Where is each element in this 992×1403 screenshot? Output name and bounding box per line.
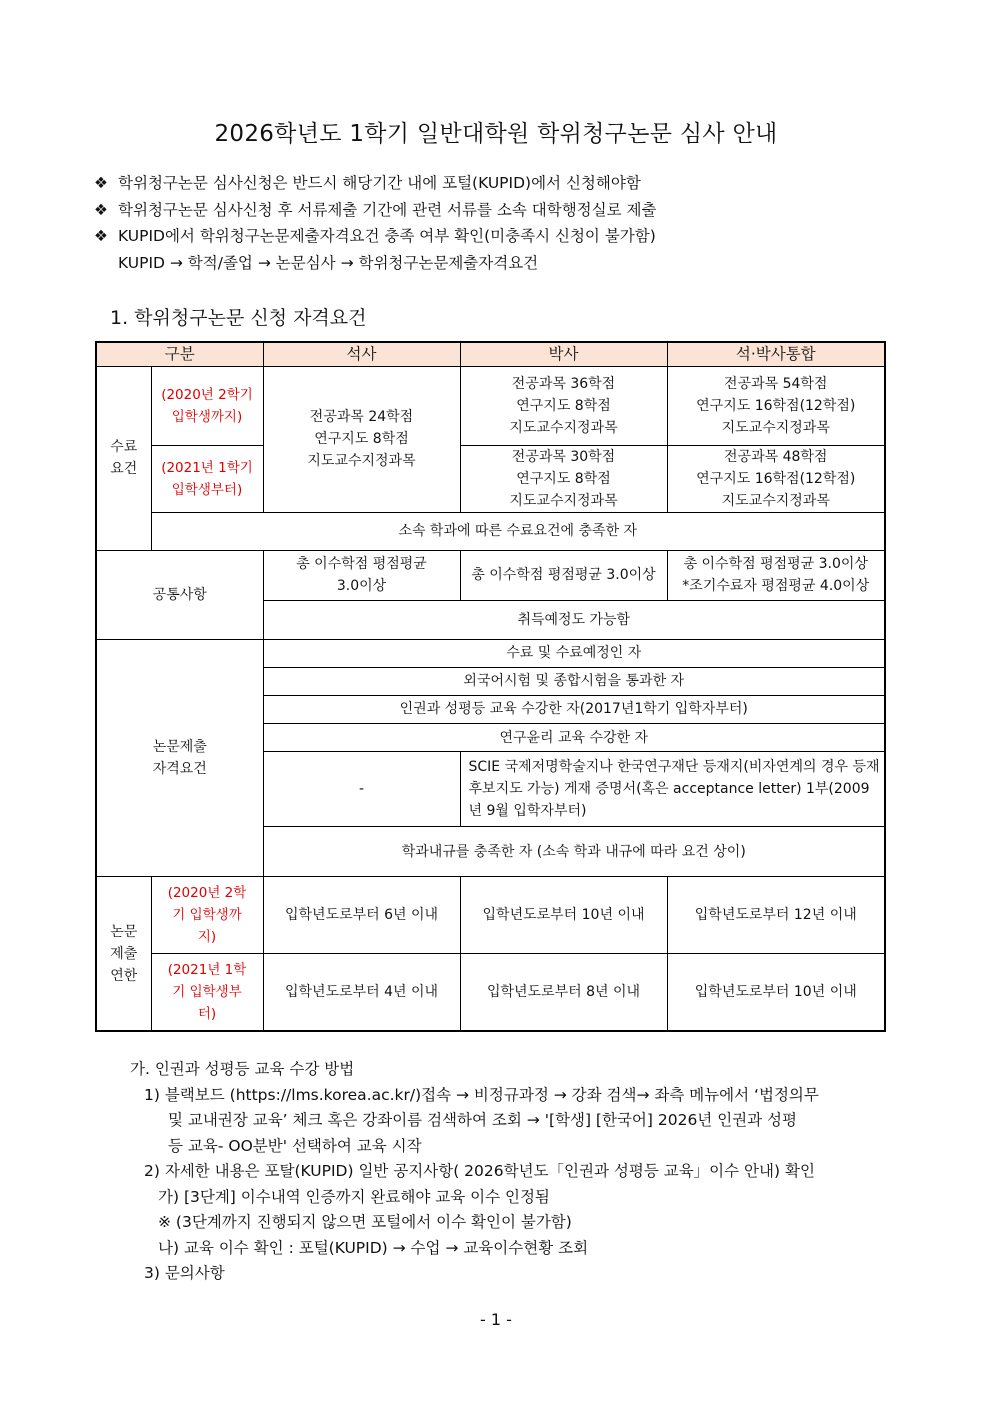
notice-item — [94, 170, 656, 197]
instruction-line: 3) 문의사항 — [144, 1264, 225, 1282]
integrated-completion-a: 전공과목 54학점 연구지도 16학점(12학점) 지도교수지정과목 — [667, 366, 885, 445]
deadline-master-a: 입학년도로부터 6년 이내 — [263, 877, 460, 954]
sci-requirement: SCIE 국제저명학술지나 한국연구재단 등재지(비자연계의 경우 등재후보지도 가능) 게재 증명서(혹은 acceptance letter) 1부(2009년 9월 입학자부터) — [460, 752, 885, 827]
phd-completion-b: 전공과목 30학점 연구지도 8학점 지도교수지정과목 — [460, 445, 667, 512]
instruction-line: 가) [3단계] 이수내역 인증까지 완료해야 교육 이수 인정됨 — [158, 1187, 550, 1206]
header-master: 석사 — [263, 342, 460, 366]
page-title: 2026학년도 1학기 일반대학원 학위청구논문 심사 안내 — [214, 121, 778, 147]
common-integrated: 총 이수학점 평점평균 3.0이상 *조기수료자 평점평균 4.0이상 — [667, 550, 885, 600]
common-label: 공통사항 — [96, 550, 263, 639]
notice-item — [94, 197, 656, 224]
notice-item — [94, 223, 656, 250]
header-category: 구분 — [96, 342, 263, 366]
instruction-heading: 가. 인권과 성평등 교육 수강 방법 — [130, 1060, 355, 1078]
requirements-table — [95, 341, 886, 1032]
common-master: 총 이수학점 평점평균 3.0이상 — [263, 550, 460, 600]
phd-completion-a: 전공과목 36학점 연구지도 8학점 지도교수지정과목 — [460, 366, 667, 445]
thesis-item: 외국어시험 및 종합시험을 통과한 자 — [263, 667, 885, 695]
diamond-bullet-icon: ❖ — [94, 174, 108, 192]
deadline-cohort-2020: (2020년 2학기 입학생까지) — [151, 877, 263, 954]
thesis-item: 인권과 성평등 교육 수강한 자(2017년1학기 입학자부터) — [263, 695, 885, 723]
common-expected: 취득예정도 가능함 — [263, 600, 885, 639]
instruction-line: 및 교내권장 교육’ 체크 혹은 강좌이름 검색하여 조회 → '[학생] [한국어] 2026년 인권과 성평 — [168, 1111, 797, 1129]
instruction-line: 1) 블랙보드 (https://lms.korea.ac.kr/)접속 → 비정규과정 → 강좌 검색→ 좌측 메뉴에서 ‘법정의무 — [144, 1085, 819, 1104]
instructions — [130, 1057, 819, 1287]
table-row — [96, 550, 885, 600]
completion-label: 수료 요건 — [96, 366, 151, 550]
table-row — [96, 877, 885, 954]
page-number: - 1 - — [480, 1310, 512, 1329]
thesis-item: 연구윤리 교육 수강한 자 — [263, 723, 885, 751]
sci-master: - — [263, 752, 460, 827]
table-row — [96, 445, 885, 512]
table-row — [96, 639, 885, 667]
deadline-cohort-2021: (2021년 1학기 입학생부터) — [151, 954, 263, 1031]
instruction-note: ※ (3단계까지 진행되지 않으면 포털에서 이수 확인이 불가함) — [158, 1213, 572, 1231]
deadline-master-b: 입학년도로부터 4년 이내 — [263, 954, 460, 1031]
header-phd: 박사 — [460, 342, 667, 366]
deadline-integrated-a: 입학년도로부터 12년 이내 — [667, 877, 885, 954]
deadline-phd-a: 입학년도로부터 10년 이내 — [460, 877, 667, 954]
diamond-bullet-icon: ❖ — [94, 227, 108, 245]
notice-text: 학위청구논문 심사신청 후 서류제출 기간에 관련 서류를 소속 대학행정실로 제출 — [118, 200, 657, 219]
instruction-line: 2) 자세한 내용은 포탈(KUPID) 일반 공지사항( 2026학년도「인권과 성평등 교육」이수 안내) 확인 — [144, 1162, 815, 1180]
table-row — [96, 366, 885, 445]
table-row — [96, 512, 885, 550]
common-phd: 총 이수학점 평점평균 3.0이상 — [460, 550, 667, 600]
cohort-2020-label: (2020년 2학기 입학생까지) — [151, 366, 263, 445]
section-title: 1. 학위청구논문 신청 자격요건 — [110, 307, 367, 329]
instruction-line: 나) 교육 이수 확인 : 포털(KUPID) → 수업 → 교육이수현황 조회 — [158, 1238, 589, 1257]
dept-completion-rule: 소속 학과에 따른 수료요건에 충족한 자 — [151, 512, 885, 550]
notice-path: KUPID → 학적/졸업 → 논문심사 → 학위청구논문제출자격요건 — [118, 253, 539, 272]
deadline-phd-b: 입학년도로부터 8년 이내 — [460, 954, 667, 1031]
table-row — [96, 954, 885, 1031]
integrated-completion-b: 전공과목 48학점 연구지도 16학점(12학점) 지도교수지정과목 — [667, 445, 885, 512]
cohort-2021-label: (2021년 1학기 입학생부터) — [151, 445, 263, 512]
deadline-integrated-b: 입학년도로부터 10년 이내 — [667, 954, 885, 1031]
dept-rule: 학과내규를 충족한 자 (소속 학과 내규에 따라 요건 상이) — [263, 827, 885, 877]
instruction-line: 등 교육- OO분반' 선택하여 교육 시작 — [168, 1136, 422, 1155]
thesis-label: 논문제출 자격요건 — [96, 639, 263, 876]
table-header-row — [96, 342, 885, 366]
notice-text: 학위청구논문 심사신청은 반드시 해당기간 내에 포털(KUPID)에서 신청해야함 — [118, 174, 641, 192]
notice-text: KUPID에서 학위청구논문제출자격요건 충족 여부 확인(미충족시 신청이 불가함) — [118, 227, 656, 245]
diamond-bullet-icon: ❖ — [94, 200, 108, 219]
deadline-label: 논문 제출 연한 — [96, 877, 151, 1031]
thesis-item: 수료 및 수료예정인 자 — [263, 639, 885, 667]
header-integrated: 석·박사통합 — [667, 342, 885, 366]
master-completion: 전공과목 24학점 연구지도 8학점 지도교수지정과목 — [263, 366, 460, 512]
notice-list — [94, 170, 656, 276]
